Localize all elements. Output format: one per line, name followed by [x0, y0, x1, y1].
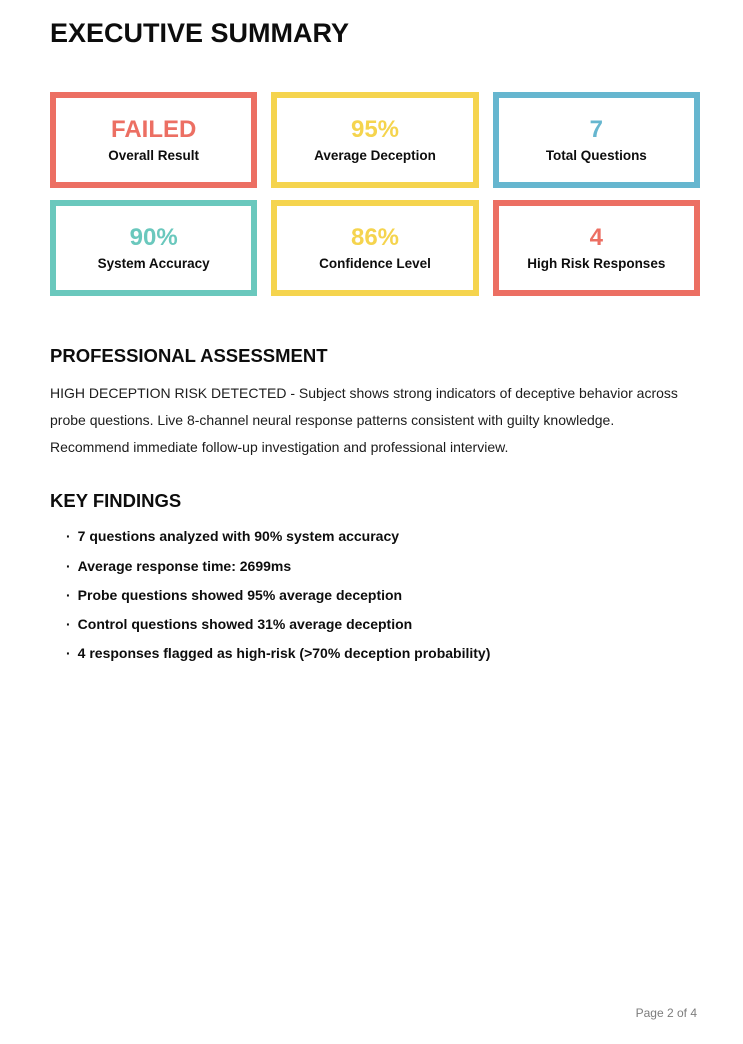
findings-section-heading: KEY FINDINGS	[50, 490, 182, 512]
stat-value: 4	[589, 223, 603, 251]
assessment-body-text: HIGH DECEPTION RISK DETECTED - Subject shows strong indicators of deceptive behavior across probe questions. Live 8-channel neural response patterns consistent with guilty knowledge. Recommend immediate follow-up investigation and professional interview.	[50, 385, 678, 456]
findings-list	[50, 527, 697, 662]
stat-card-average-deception	[271, 92, 478, 188]
bullet-dot: ·	[66, 615, 71, 632]
stat-card-total-questions	[493, 92, 700, 188]
list-item	[66, 615, 697, 633]
finding-text: 4 responses flagged as high-risk (>70% deception probability)	[77, 645, 491, 662]
bullet-dot: ·	[66, 557, 71, 574]
stat-cards-grid	[50, 92, 700, 296]
stat-label: High Risk Responses	[527, 255, 666, 271]
stat-label: Total Questions	[545, 147, 647, 163]
page-number-indicator: Page 2 of 4	[635, 1006, 697, 1020]
finding-text: Probe questions showed 95% average deception	[77, 586, 403, 603]
stat-value: 95%	[350, 115, 400, 143]
stat-card-system-accuracy	[50, 200, 257, 296]
stat-label: Overall Result	[108, 147, 200, 163]
stat-label: System Accuracy	[97, 255, 210, 271]
stat-value: 90%	[129, 223, 178, 251]
bullet-dot: ·	[66, 586, 71, 603]
bullet-dot: ·	[66, 645, 71, 662]
finding-text: Control questions showed 31% average deception	[77, 615, 413, 632]
assessment-section-heading: PROFESSIONAL ASSESSMENT	[50, 345, 328, 367]
stat-label: Confidence Level	[319, 255, 431, 271]
stat-value: 86%	[350, 223, 400, 251]
bullet-dot: ·	[66, 528, 71, 545]
list-item	[66, 586, 697, 604]
stat-value: FAILED	[110, 115, 197, 143]
list-item	[66, 527, 697, 545]
page-title: EXECUTIVE SUMMARY	[50, 18, 350, 48]
list-item	[66, 644, 697, 662]
stat-label: Average Deception	[314, 147, 436, 163]
finding-text: Average response time: 2699ms	[77, 557, 292, 574]
stat-card-high-risk-responses	[493, 200, 700, 296]
finding-text: 7 questions analyzed with 90% system accuracy	[77, 528, 400, 545]
list-item	[66, 557, 697, 575]
stat-card-overall-result	[50, 92, 257, 188]
stat-value: 7	[589, 115, 603, 143]
stat-card-confidence-level	[271, 200, 478, 296]
